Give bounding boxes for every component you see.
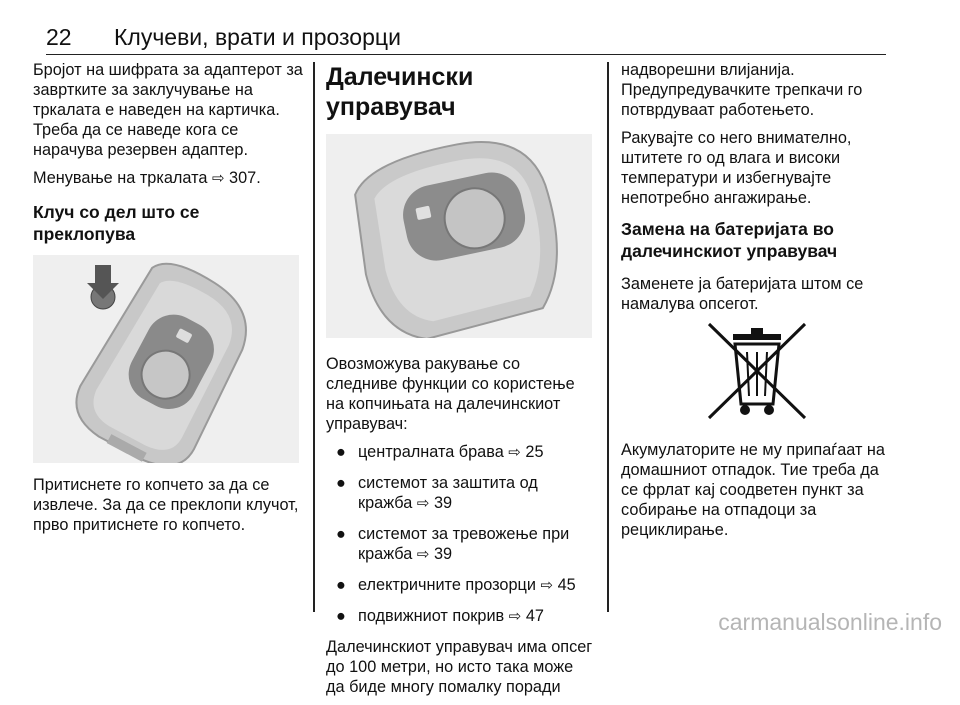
ref-arrow-icon: ⇨ <box>508 608 522 625</box>
column-left <box>33 60 303 543</box>
remote-control-illustration <box>326 134 592 338</box>
page-ref: 39 <box>433 494 453 512</box>
paragraph: Акумулаторите не му припаѓаат на домашниот отпадок. Тие треба да се фрлат кај соодветен пункт за собирање на отпадоци за рециклирање. <box>621 441 885 539</box>
list-item: ● системот за тревожење при кражба ⇨ 39 <box>336 525 570 563</box>
watermark: carmanualsonline.info <box>718 609 942 635</box>
list-item: ● електричните прозорци ⇨ 45 <box>336 576 576 594</box>
link-text: Менување на тркалата <box>33 169 208 187</box>
paragraph: Далечинскиот управувач има опсег до 100 метри, но исто така може да биде многу помалку поради <box>326 638 593 696</box>
page-header <box>46 24 886 55</box>
bullet-icon: ● <box>336 576 346 594</box>
column-divider <box>313 62 315 612</box>
bullet-icon: ● <box>336 607 346 625</box>
paragraph: Бројот на шифрата за адаптерот за завртките за заклучување на тркалата е наведен на картичка. Треба да се наведе кога се нарачува резервен адаптер. <box>33 61 303 159</box>
section-heading: Замена на батеријата во далечинскиот управувач <box>621 219 838 261</box>
crossed-bin-icon <box>621 322 896 422</box>
bullet-icon: ● <box>336 474 346 492</box>
column-middle <box>326 60 596 705</box>
column-right <box>621 60 896 548</box>
section-heading: Клуч со дел што се преклопува <box>33 202 200 244</box>
remote-key-icon <box>326 134 592 338</box>
feature-list <box>326 442 596 627</box>
ref-arrow-icon: ⇨ <box>211 170 225 187</box>
page-number: 22 <box>46 24 72 50</box>
ref-arrow-icon: ⇨ <box>416 546 430 563</box>
page-ref: 307. <box>229 169 261 187</box>
page-ref: 25 <box>525 443 544 461</box>
paragraph: надворешни влијанија. Предупредувачките трепкачи го потврдуваат работењето. <box>621 61 863 119</box>
ref-arrow-icon: ⇨ <box>540 577 554 594</box>
paragraph: Притиснете го копчето за да се извлече. За да се преклопи клучот, прво притиснете го копчето. <box>33 476 299 534</box>
list-item: ● системот за заштита од кражба ⇨ 39 <box>336 474 538 512</box>
paragraph: Заменете ја батеријата штом се намалува опсегот. <box>621 275 864 313</box>
paragraph: Ракувајте со него внимателно, штитете го од влага и високи температури и избегнувајте непотребно ангажирање. <box>621 129 852 207</box>
section-heading: Далечински управувач <box>326 63 474 121</box>
column-divider <box>607 62 609 612</box>
page-ref: 39 <box>433 545 453 563</box>
ref-arrow-icon: ⇨ <box>508 444 521 461</box>
bullet-icon: ● <box>336 525 346 543</box>
page-ref: 45 <box>557 576 576 594</box>
page-title: Клучеви, врати и прозорци <box>114 24 401 50</box>
folding-key-illustration <box>33 255 299 463</box>
page-ref: 47 <box>525 607 544 625</box>
folding-key-icon <box>33 255 299 463</box>
crossed-bin-illustration <box>621 322 896 422</box>
ref-arrow-icon: ⇨ <box>416 495 430 512</box>
paragraph: Овозможува ракување со следниве функции со користење на копчињата на далечинскиот управувач: <box>326 355 575 433</box>
list-item: ● централната брава ⇨ 25 <box>336 443 544 461</box>
list-item: ● подвижниот покрив ⇨ 47 <box>336 607 544 625</box>
paragraph <box>33 168 303 189</box>
bullet-icon: ● <box>336 443 346 461</box>
